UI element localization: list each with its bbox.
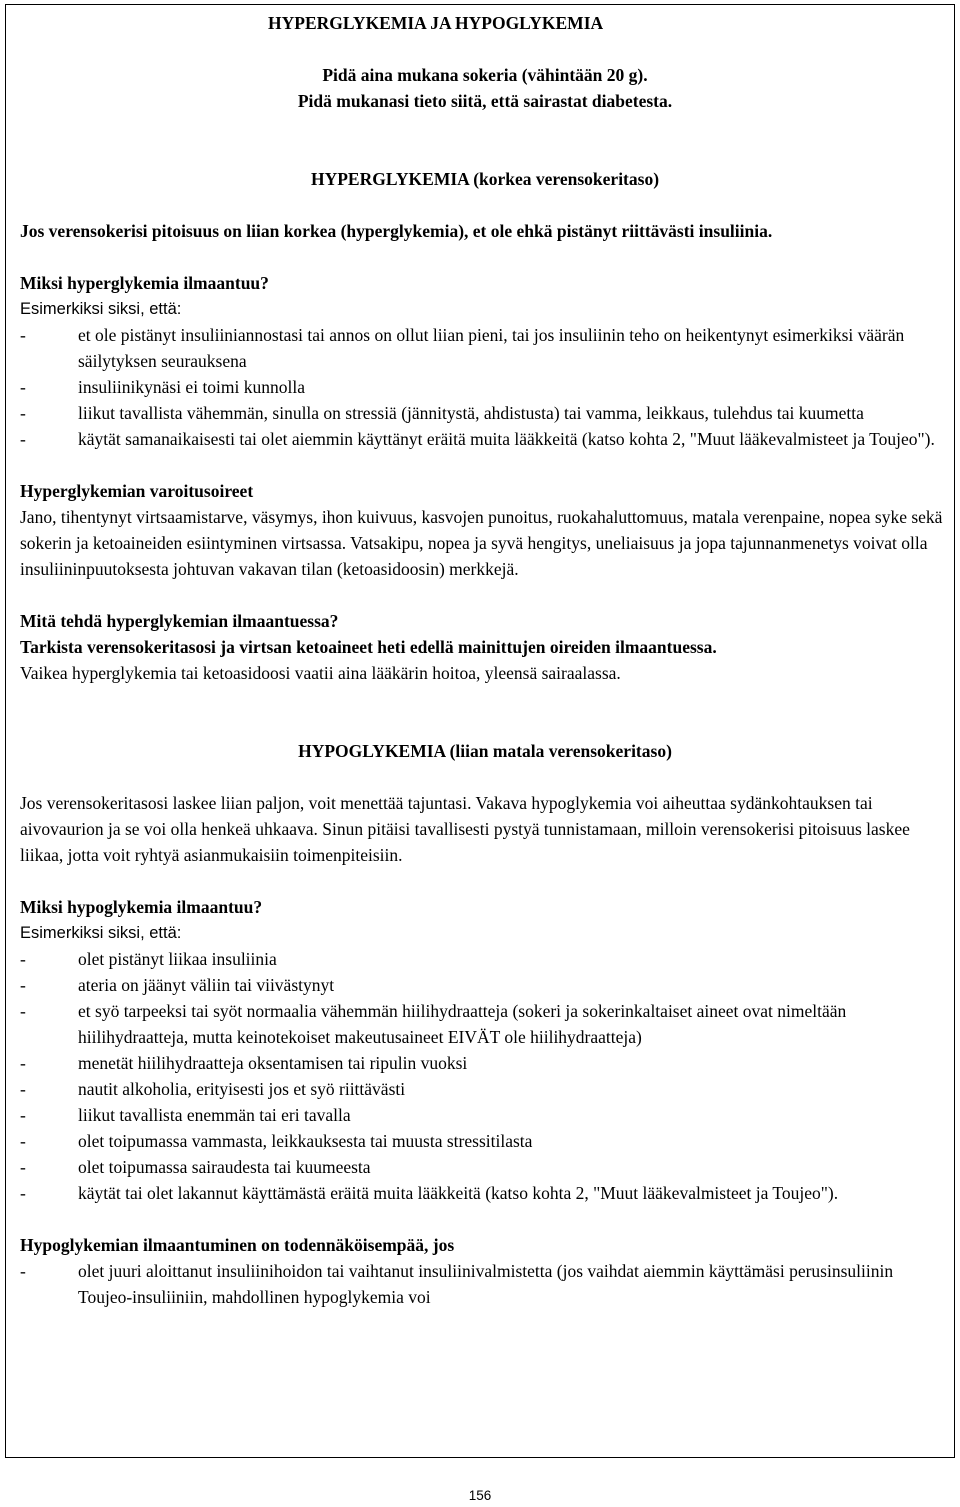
hypo-intro: Jos verensokeritasosi laskee liian paljon, voit menettää tajuntasi. Vakava hypoglykemia voi aiheuttaa sydänkohtauksen tai aivovaurion ja se voi olla henkeä uhkaava. Sinun pitäisi tavallisesti pystyä tunnistamaan, milloin verensokerisi pitoisuus laskee liikaa, jotta voit ryhtyä asianmukaisiin toimenpiteisiin. bbox=[20, 793, 910, 865]
list-item: - nautit alkoholia, erityisesti jos et syö riittävästi bbox=[20, 1076, 950, 1102]
list-item: - käytät samanaikaisesti tai olet aiemmin käyttänyt eräitä muita lääkkeitä (katso kohta 2, "Muut lääkevalmisteet ja Toujeo"). bbox=[20, 426, 950, 452]
hyper-cause-list bbox=[20, 322, 950, 452]
hypo-why-intro: Esimerkiksi siksi, että: bbox=[20, 924, 182, 942]
hyper-section-title: HYPERGLYKEMIA (korkea verensokeritaso) bbox=[310, 169, 660, 189]
list-item: - et syö tarpeeksi tai syöt normaalia vähemmän hiilihydraatteja (sokeri ja sokerinkaltaiset aineet ovat nimeltään hiilihydraatteja, mutta keinotekoiset makeutusaineet EIVÄT ole hiilihydraatteja) bbox=[20, 998, 950, 1050]
hypo-why-heading: Miksi hypoglykemia ilmaantuu? bbox=[20, 897, 263, 917]
hyper-why-heading: Miksi hyperglykemia ilmaantuu? bbox=[20, 273, 269, 293]
page-frame bbox=[5, 4, 955, 1458]
hypo-likely-list bbox=[20, 1258, 950, 1310]
list-item: - liikut tavallista enemmän tai eri tavalla bbox=[20, 1102, 950, 1128]
list-item: - olet pistänyt liikaa insuliinia bbox=[20, 946, 950, 972]
list-item: - olet toipumassa sairaudesta tai kuumeesta bbox=[20, 1154, 950, 1180]
page-number: 156 bbox=[468, 1488, 492, 1503]
list-item: - menetät hiilihydraatteja oksentamisen tai ripulin vuoksi bbox=[20, 1050, 950, 1076]
list-item: - insuliinikynäsi ei toimi kunnolla bbox=[20, 374, 950, 400]
hyper-action-text: Vaikea hyperglykemia tai ketoasidoosi vaatii aina lääkärin hoitoa, yleensä sairaalassa. bbox=[20, 663, 621, 683]
hyper-action-heading: Mitä tehdä hyperglykemian ilmaantuessa? bbox=[20, 611, 339, 631]
list-item: - olet juuri aloittanut insuliinihoidon tai vaihtanut insuliinivalmistetta (jos vaihdat aiemmin käyttämäsi perusinsuliinin Toujeo-insuliiniin, mahdollinen hypoglykemia voi bbox=[20, 1258, 950, 1310]
hyper-warning-text: Jano, tihentynyt virtsaamistarve, väsymys, ihon kuivuus, kasvojen punoitus, ruokahaluttomuus, matala verenpaine, nopea syke sekä sokerin ja ketoaineiden esiintyminen virtsassa. Vatsakipu, nopea ja syvä hengitys, uneliaisuus ja jopa tajunnanmenetys voivat olla insuliininpuutoksesta johtuvan vakavan tilan (ketoasidoosin) merkkejä. bbox=[20, 507, 943, 579]
hyper-action-bold: Tarkista verensokeritasosi ja virtsan ketoaineet heti edellä mainittujen oireiden ilmaantuessa. bbox=[20, 637, 717, 657]
hyper-why-intro: Esimerkiksi siksi, että: bbox=[20, 300, 182, 318]
document-title: HYPERGLYKEMIA JA HYPOGLYKEMIA bbox=[268, 13, 604, 33]
hyper-intro: Jos verensokerisi pitoisuus on liian korkea (hyperglykemia), et ole ehkä pistänyt riittävästi insuliinia. bbox=[20, 221, 773, 241]
hypo-section-title: HYPOGLYKEMIA (liian matala verensokeritaso) bbox=[298, 741, 672, 761]
list-item: - ateria on jäänyt väliin tai viivästynyt bbox=[20, 972, 950, 998]
list-item: - käytät tai olet lakannut käyttämästä eräitä muita lääkkeitä (katso kohta 2, "Muut lääkevalmisteet ja Toujeo"). bbox=[20, 1180, 950, 1206]
hyper-warning-heading: Hyperglykemian varoitusoireet bbox=[20, 481, 254, 501]
hypo-cause-list bbox=[20, 946, 950, 1206]
list-item: - liikut tavallista vähemmän, sinulla on stressiä (jännitystä, ahdistusta) tai vamma, leikkaus, tulehdus tai kuumetta bbox=[20, 400, 950, 426]
list-item: - et ole pistänyt insuliiniannostasi tai annos on ollut liian pieni, tai jos insuliinin teho on heikentynyt esimerkiksi väärän säilytyksen seurauksena bbox=[20, 322, 950, 374]
reminder-line-2: Pidä mukanasi tieto siitä, että sairastat diabetesta. bbox=[297, 91, 673, 111]
reminder-line-1: Pidä aina mukana sokeria (vähintään 20 g). bbox=[322, 65, 648, 85]
list-item: - olet toipumassa vammasta, leikkauksesta tai muusta stressitilasta bbox=[20, 1128, 950, 1154]
hypo-likely-heading: Hypoglykemian ilmaantuminen on todennäköisempää, jos bbox=[20, 1235, 455, 1255]
document-content bbox=[20, 10, 950, 1310]
